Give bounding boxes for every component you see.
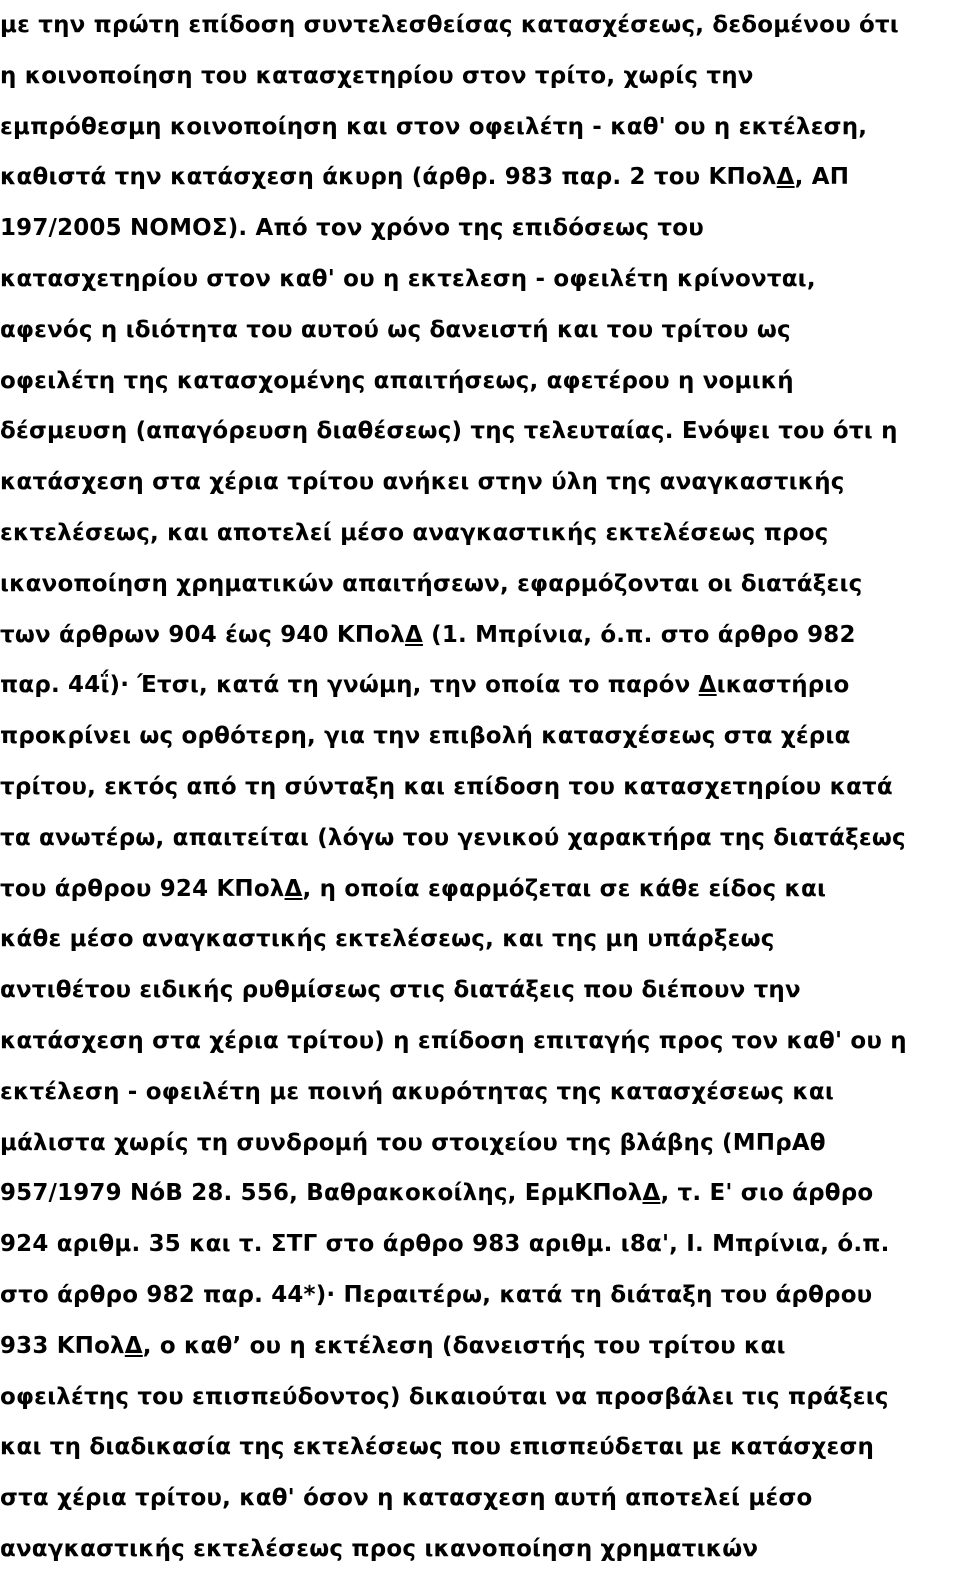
paragraph-line: εμπρόθεσμη κοινοποίηση και στον οφειλέτη - καθ' ου η εκτέλεση, [0,113,868,140]
paragraph-line: 957/1979 ΝόΒ 28. 556, Βαθρακοκοίλης, ΕρμΚΠολΔ, τ. Ε' σιο άρθρο [0,1180,874,1207]
paragraph-line: του άρθρου 924 ΚΠολΔ, η οποία εφαρμόζεται σε κάθε είδος και [0,875,827,902]
paragraph-line: τρίτου, εκτός από τη σύνταξη και επίδοση του κατασχετηρίου κατά [0,774,893,800]
paragraph-line: η κοινοποίηση του κατασχετηρίου στον τρίτο, χωρίς την [0,62,754,89]
paragraph-line: οφειλέτης του επισπεύδοντος) δικαιούται να προσβάλει τις πράξεις [0,1383,889,1410]
paragraph-line: στο άρθρο 982 παρ. 44*)· Περαιτέρω, κατά τη διάταξη του άρθρου [0,1282,873,1308]
paragraph-line: καθιστά την κατάσχεση άκυρη (άρθρ. 983 παρ. 2 του ΚΠολΔ, ΑΠ [0,164,850,191]
paragraph-line: μάλιστα χωρίς τη συνδρομή του στοιχείου της βλάβης (ΜΠρΑθ [0,1129,826,1156]
paragraph-line: 197/2005 ΝΟΜΟΣ). Από τον χρόνο της επιδόσεως του [0,215,704,242]
paragraph-line: οφειλέτη της κατασχομένης απαιτήσεως, αφετέρου η νομική [0,367,794,394]
paragraph-line: κατασχετηρίου στον καθ' ου η εκτελεση - οφειλέτη κρίνονται, [0,266,816,292]
paragraph-line: 933 ΚΠολΔ, ο καθ’ ου η εκτέλεση (δανειστής του τρίτου και [0,1332,786,1359]
paragraph-line: παρ. 44ΐ)· Έτσι, κατά τη γνώμη, την οποία το παρόν Δικαστήριο [0,672,850,699]
paragraph-line: 924 αριθμ. 35 και τ. ΣΤΓ στο άρθρο 983 αριθμ. ι8α', Ι. Μπρίνια, ό.π. [0,1231,890,1258]
paragraph-line: στα χέρια τρίτου, καθ' όσον η κατασχεση αυτή αποτελεί μέσο [0,1485,813,1512]
paragraph-line: αντιθέτου ειδικής ρυθμίσεως στις διατάξεις που διέπουν την [0,977,801,1004]
paragraph-line: των άρθρων 904 έως 940 ΚΠολΔ (1. Μπρίνια, ό.π. στο άρθρο 982 [0,621,856,648]
paragraph-line: με την πρώτη επίδοση συντελεσθείσας κατασχέσεως, δεδομένου ότι [0,12,899,38]
paragraph-line: εκτέλεση - οφειλέτη με ποινή ακυρότητας της κατασχέσεως και [0,1078,835,1105]
paragraph-line: και τη διαδικασία της εκτελέσεως που επισπεύδεται με κατάσχεση [0,1434,875,1461]
paragraph-line: δέσμευση (απαγόρευση διαθέσεως) της τελευταίας. Ενόψει του ότι η [0,418,898,445]
paragraph-line: εκτελέσεως, και αποτελεί μέσο αναγκαστικής εκτελέσεως προς [0,520,829,546]
paragraph-line: αναγκαστικής εκτελέσεως προς ικανοποίηση χρηματικών [0,1536,759,1562]
paragraph-line: τα ανωτέρω, απαιτείται (λόγω του γενικού χαρακτήρα της διατάξεως [0,824,906,851]
paragraph-line: κατάσχεση στα χέρια τρίτου) η επίδοση επιταγής προς τον καθ' ου η [0,1028,907,1054]
paragraph-line: κάθε μέσο αναγκαστικής εκτελέσεως, και της μη υπάρξεως [0,926,775,953]
paragraph-line: ικανοποίηση χρηματικών απαιτήσεων, εφαρμόζονται οι διατάξεις [0,570,863,597]
paragraph-line: κατάσχεση στα χέρια τρίτου ανήκει στην ύλη της αναγκαστικής [0,469,845,496]
paragraph-line: προκρίνει ως ορθότερη, για την επιβολή κατασχέσεως στα χέρια [0,723,851,750]
paragraph-line: αφενός η ιδιότητα του αυτού ως δανειστή και του τρίτου ως [0,316,791,343]
